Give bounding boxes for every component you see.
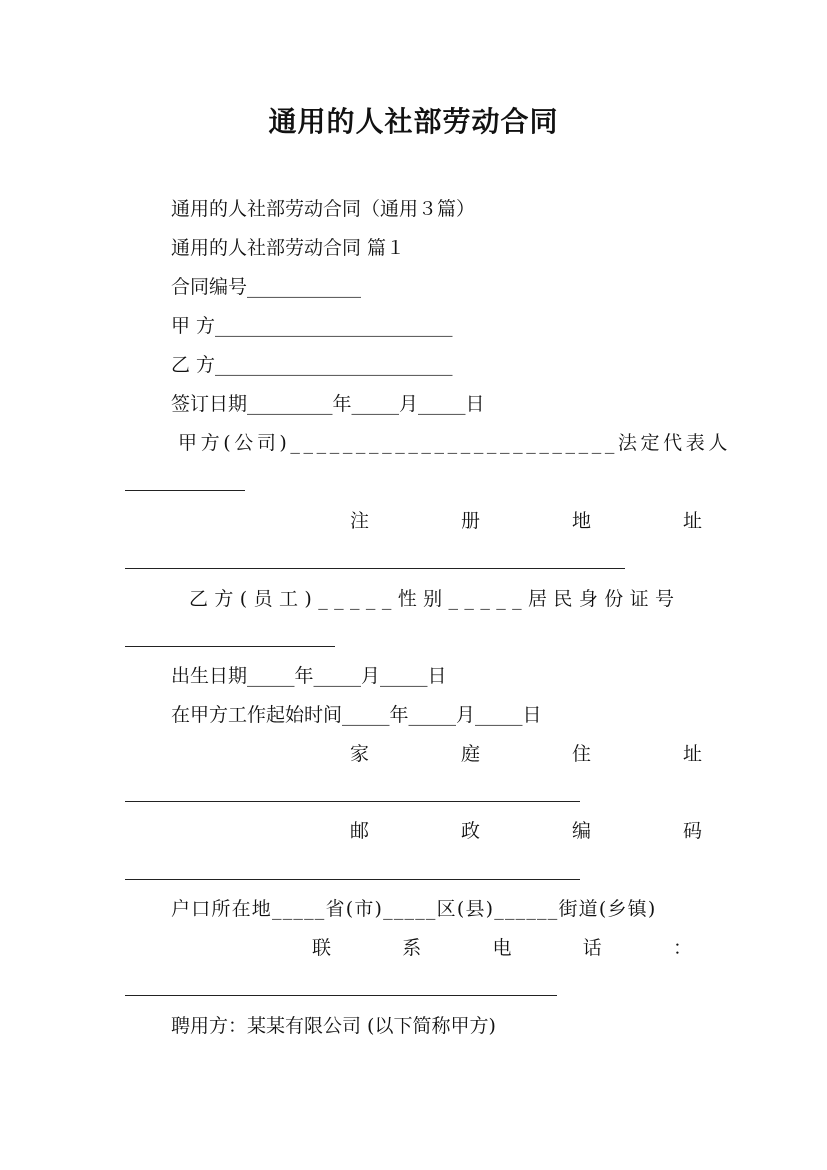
postal-code-label: 邮 政 编 码 [350,820,702,842]
contract-number-field: 合同编号____________ [171,276,362,298]
postal-code-blank [125,879,580,880]
id-number-blank [125,646,335,647]
phone-blank [125,995,557,996]
party-a-company-field: 甲方(公司)_________________________法定代表人 [178,432,731,454]
sign-date-field: 签订日期_________年_____月_____日 [171,393,485,415]
registered-address-blank [125,568,625,569]
birth-date-field: 出生日期_____年_____月_____日 [171,665,447,687]
home-address-blank [125,801,580,802]
registered-address-label: 注 册 地 址 [350,510,702,532]
start-date-field: 在甲方工作起始时间_____年_____月_____日 [171,704,542,726]
party-b-field: 乙 方_________________________ [171,354,453,376]
household-registration-field: 户口所在地_____省(市)_____区(县)______街道(乡镇) [171,898,657,920]
document-title: 通用的人社部劳动合同 [268,105,559,138]
contract-subtitle: 通用的人社部劳动合同（通用３篇） [171,198,476,220]
employer-line: 聘用方：某某有限公司 (以下简称甲方) [171,1015,496,1037]
party-b-employee-field: 乙方(员工)_____性别_____居民身份证号 [189,588,681,610]
home-address-label: 家 庭 住 址 [350,743,702,765]
phone-label: 联 系 电 话 ： [312,937,692,959]
party-a-field: 甲 方_________________________ [171,315,453,337]
section-heading: 通用的人社部劳动合同 篇１ [171,237,406,259]
legal-rep-blank [125,490,245,491]
